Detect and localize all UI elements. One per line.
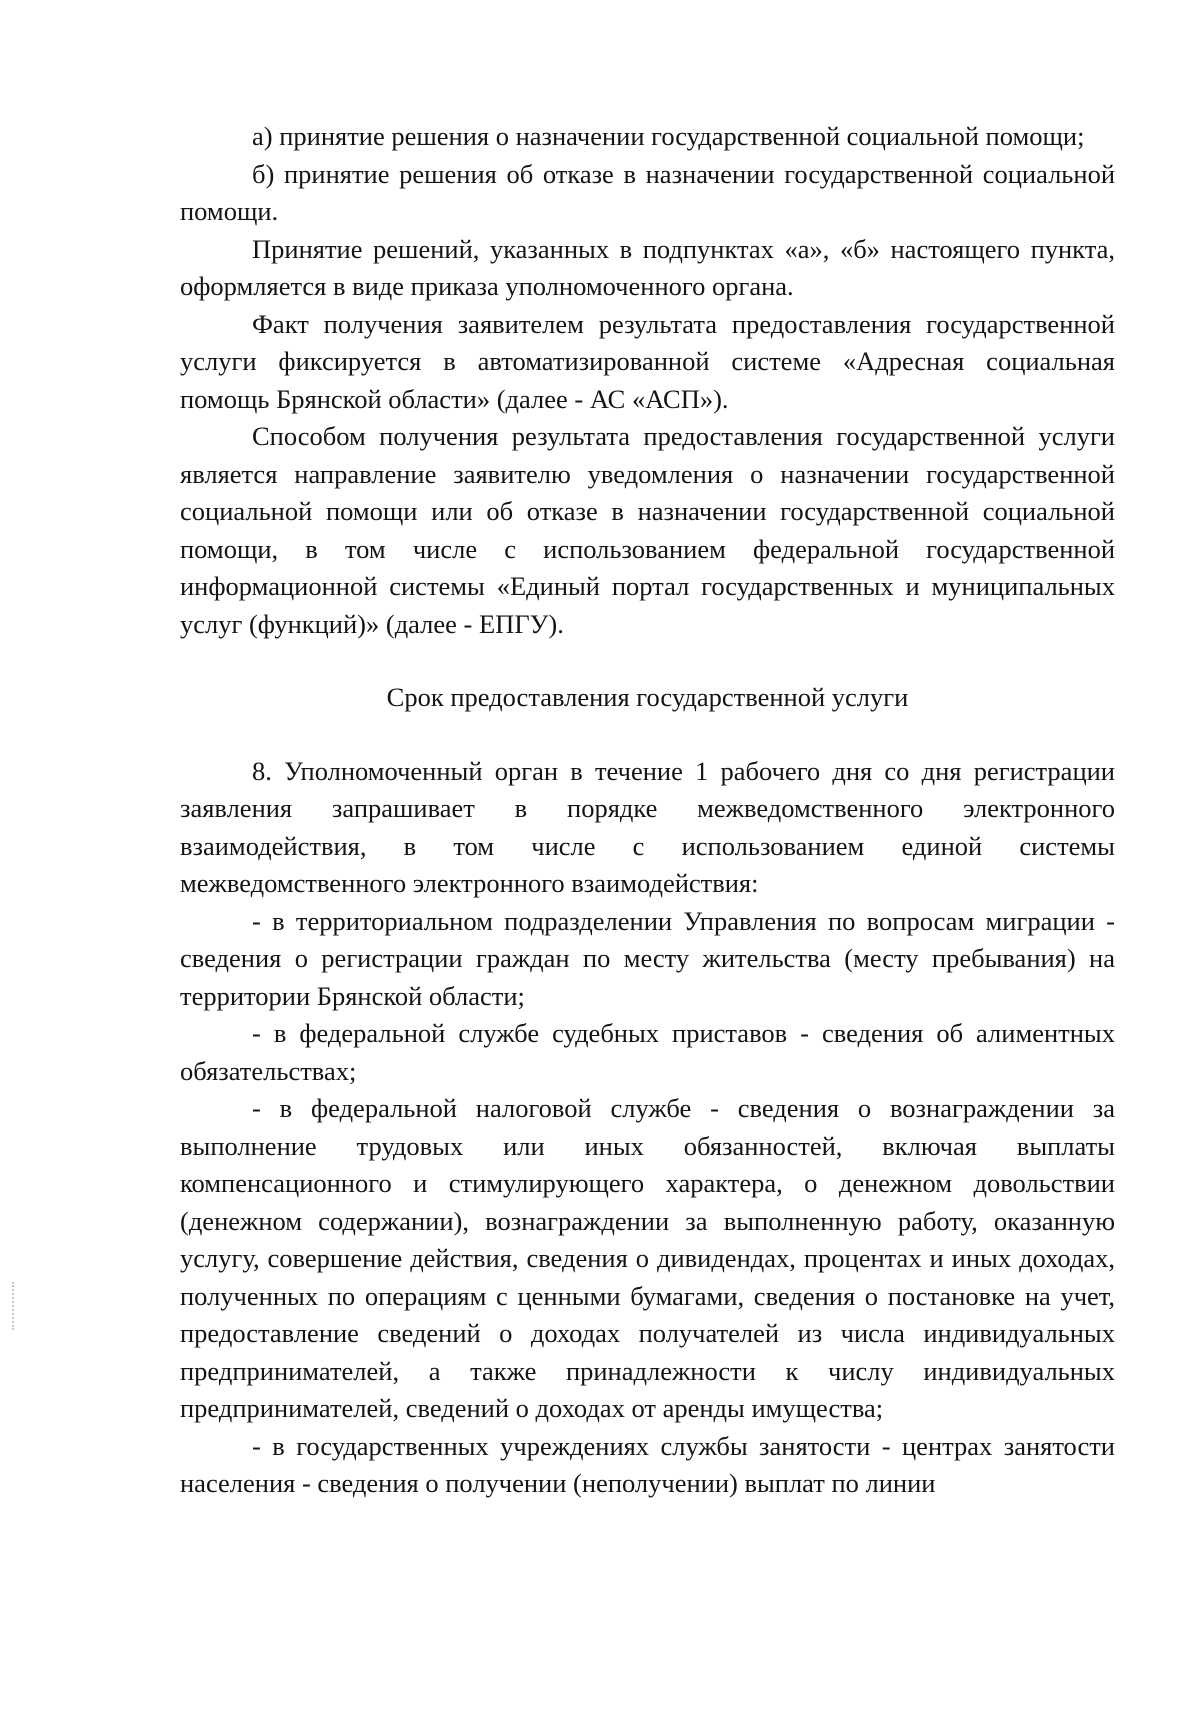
paragraph-result-fixation: Факт получения заявителем результата предоставления государственной услуги фиксируется в автоматизированной системе «Адресная социальная помощь Брянской области» (далее - АС «АСП»). bbox=[180, 308, 1115, 414]
list-item-employment-centers: - в государственных учреждениях службы занятости - центрах занятости населения - сведения о получении (неполучении) выплат по линии bbox=[180, 1430, 1115, 1498]
paragraph-subpoint-b: б) принятие решения об отказе в назначении государственной социальной помощи. bbox=[180, 158, 1115, 226]
section-heading: Срок предоставления государственной услуги bbox=[386, 682, 909, 712]
document-page bbox=[180, 118, 1115, 1503]
list-item-tax-service: - в федеральной налоговой службе - сведения о вознаграждении за выполнение трудовых или иных обязанностей, включая выплаты компенсационного и стимулирующего характера, о денежном довольствии (денежном содержании), вознаграждении за выполненную работу, оказанную услугу, совершение действия, сведения о дивидендах, процентах и иных доходах, полученных по операциям с ценными бумагами, сведения о постановке на учет, предоставление сведений о доходах получателей из числа индивидуальных предпринимателей, а также принадлежности к числу индивидуальных предпринимателей, сведений о доходах от аренды имущества; bbox=[180, 1093, 1115, 1423]
paragraph-result-method: Способом получения результата предоставления государственной услуги является направление заявителю уведомления о назначении государственной социальной помощи или об отказе в назначении государственной социальной помощи, в том числе с использованием федеральной государственной информационной системы «Единый портал государственных и муниципальных услуг (функций)» (далее - ЕПГУ). bbox=[180, 421, 1115, 639]
list-item-bailiffs: - в федеральной службе судебных приставов - сведения об алиментных обязательствах; bbox=[180, 1018, 1115, 1086]
list-item-migration: - в территориальном подразделении Управления по вопросам миграции - сведения о регистрации граждан по месту жительства (месту пребывания) на территории Брянской области; bbox=[180, 905, 1115, 1011]
paragraph-subpoint-a: а) принятие решения о назначении государственной социальной помощи; bbox=[252, 121, 1085, 151]
scan-margin-marks bbox=[12, 1282, 17, 1330]
paragraph-item-8: 8. Уполномоченный орган в течение 1 рабочего дня со дня регистрации заявления запрашивает в порядке межведомственного электронного взаимодействия, в том числе с использованием единой системы межведомственного электронного взаимодействия: bbox=[180, 755, 1115, 898]
paragraph-decision-order: Принятие решений, указанных в подпунктах «а», «б» настоящего пункта, оформляется в виде приказа уполномоченного органа. bbox=[180, 233, 1115, 301]
